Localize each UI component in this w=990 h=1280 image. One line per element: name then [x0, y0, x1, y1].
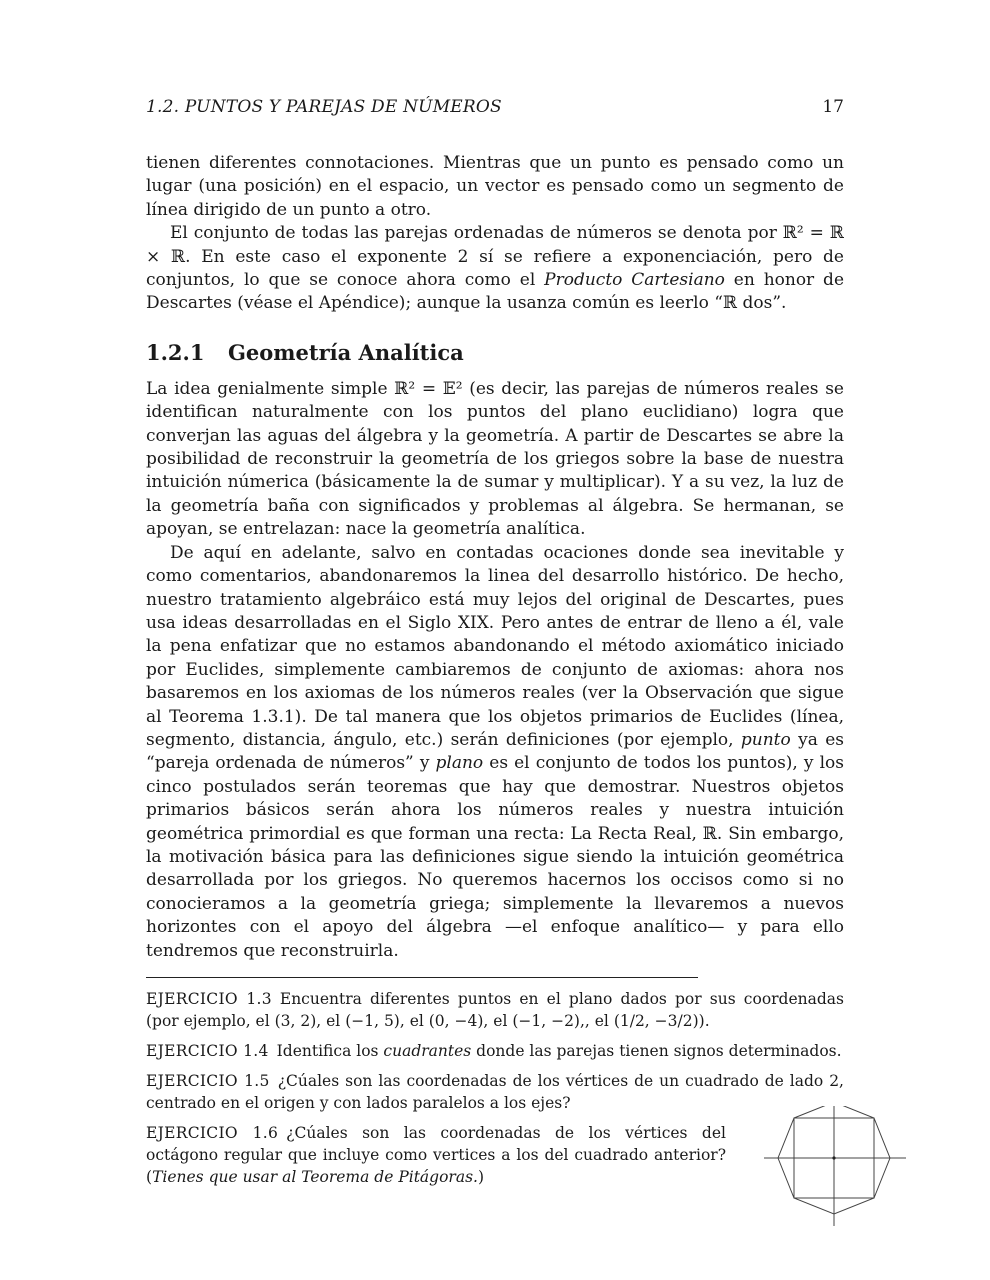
paragraph-4-emphasis-1: punto	[740, 729, 791, 750]
page	[146, 94, 844, 1242]
paragraph-3: La idea genialmente simple ℝ² = 𝔼² (es decir, las parejas de números reales se identifican naturalmente con los puntos del plano euclidiano) logra que converjan las aguas del álgebra y la geometría. A partir de Descartes se abre la posibilidad de reconstruir la geometría de los griegos sobre la base de nuestra intuición númerica (básicamente la de sumar y multiplicar). Y a su vez, la luz de la geometría baña con significados y problemas al álgebra. Se hermanan, se apoyan, se entrelazan: nace la geometría analítica.	[146, 378, 844, 540]
header-title: 1.2. PUNTOS Y PAREJAS DE NÚMEROS	[146, 97, 502, 117]
exercise-1-6-block	[146, 1122, 844, 1242]
exercise-label: EJERCICIO 1.3	[146, 990, 272, 1008]
paragraph-4-text-a: De aquí en adelante, salvo en contadas ocaciones donde sea inevitable y como comentarios, abandonaremos la linea del desarrollo histórico. De hecho, nuestro tratamiento algebráico está muy lejos del original de Descartes, pues usa ideas desarrolladas en el Siglo XIX. Pero antes de entrar de lleno a él, vale la pena enfatizar que no estamos abandonando el método axiomático iniciado por Euclides, simplemente cambiaremos de conjunto de axiomas: ahora nos basaremos en los axiomas de los números reales (ver la Observación que sigue al Teorema 1.3.1). De tal manera que los objetos primarios de Euclides (línea, segmento, distancia, ángulo, etc.) serán definiciones (por ejemplo,	[146, 542, 844, 750]
paragraph-1: tienen diferentes connotaciones. Mientras que un punto es pensado como un lugar (una posición) en el espacio, un vector es pensado como un segmento de línea dirigido de un punto a otro.	[146, 153, 844, 220]
exercise-1-6	[146, 1122, 726, 1188]
octagon-figure	[762, 1106, 908, 1226]
exercise-1-4	[146, 1040, 844, 1062]
origin-point	[832, 1156, 835, 1159]
page-number: 17	[822, 97, 844, 117]
section-heading	[146, 338, 844, 368]
paragraph-2-text-b: en honor de Descartes (véase el Apéndice); aunque la usanza común es leerlo “ℝ dos”.	[146, 270, 845, 314]
exercise-text: ¿Cúales son las coordenadas de los vértices de un cuadrado de lado 2, centrado en el origen y con lados paralelos a los ejes?	[146, 1072, 844, 1112]
exercise-text: ¿Cúales son las coordenadas de los vértices del octágono regular que incluye como vertices a los del cuadrado anterior? (	[146, 1124, 726, 1186]
exercise-label: EJERCICIO 1.6	[146, 1124, 279, 1142]
paragraph-4	[146, 542, 844, 963]
exercise-text-b: donde las parejas tienen signos determinados.	[471, 1042, 842, 1060]
paragraph-4-emphasis-2: plano	[435, 753, 484, 774]
exercises-divider	[146, 977, 698, 978]
paragraph-2	[146, 222, 844, 316]
section-title: Geometría Analítica	[228, 339, 464, 365]
exercise-text: Encuentra diferentes puntos en el plano dados por sus coordenadas (por ejemplo, el (3, 2), el (−1, 5), el (0, −4), el (−1, −2),, el (1/2, −3/2)).	[146, 990, 844, 1030]
running-header	[146, 94, 844, 120]
exercise-label: EJERCICIO 1.4	[146, 1042, 269, 1060]
paragraph-2-text-a: El conjunto de todas las parejas ordenadas de números se denota por ℝ² = ℝ × ℝ. En este caso el exponente 2 sí se refiere a exponenciación, pero de conjuntos, lo que se conoce ahora como el	[146, 223, 844, 291]
exercise-label: EJERCICIO 1.5	[146, 1072, 270, 1090]
paragraph-2-emphasis: Producto Cartesiano	[544, 270, 725, 291]
paragraph-4-text-b: ya es “pareja ordenada de números” y	[146, 729, 844, 774]
exercise-emphasis: Tienes que usar al Teorema de Pitágoras.	[152, 1168, 478, 1186]
section-number: 1.2.1	[146, 339, 205, 365]
exercise-close: )	[477, 1168, 485, 1186]
paragraph-4-text-c: es el conjunto de todos los puntos), y los cinco postulados serán teoremas que hay que demostrar. Nuestros objetos primarios básicos serán ahora los números reales y nuestra intuición geométrica primordial es que forman una recta: La Recta Real, ℝ. Sin embargo, la motivación básica para las definiciones sigue siendo la intuición geométrica desarrollada por los griegos. No queremos hacernos los occisos como si no conocieramos a la geometría griega; simplemente la llevaremos a nuevos horizontes con el apoyo del álgebra —el enfoque analítico— y para ello tendremos que reconstruirla.	[146, 753, 844, 961]
exercise-1-5	[146, 1070, 844, 1114]
exercise-emphasis: cuadrantes	[383, 1042, 472, 1060]
exercise-1-3	[146, 988, 844, 1032]
exercise-text-a: Identifica los	[276, 1042, 384, 1060]
